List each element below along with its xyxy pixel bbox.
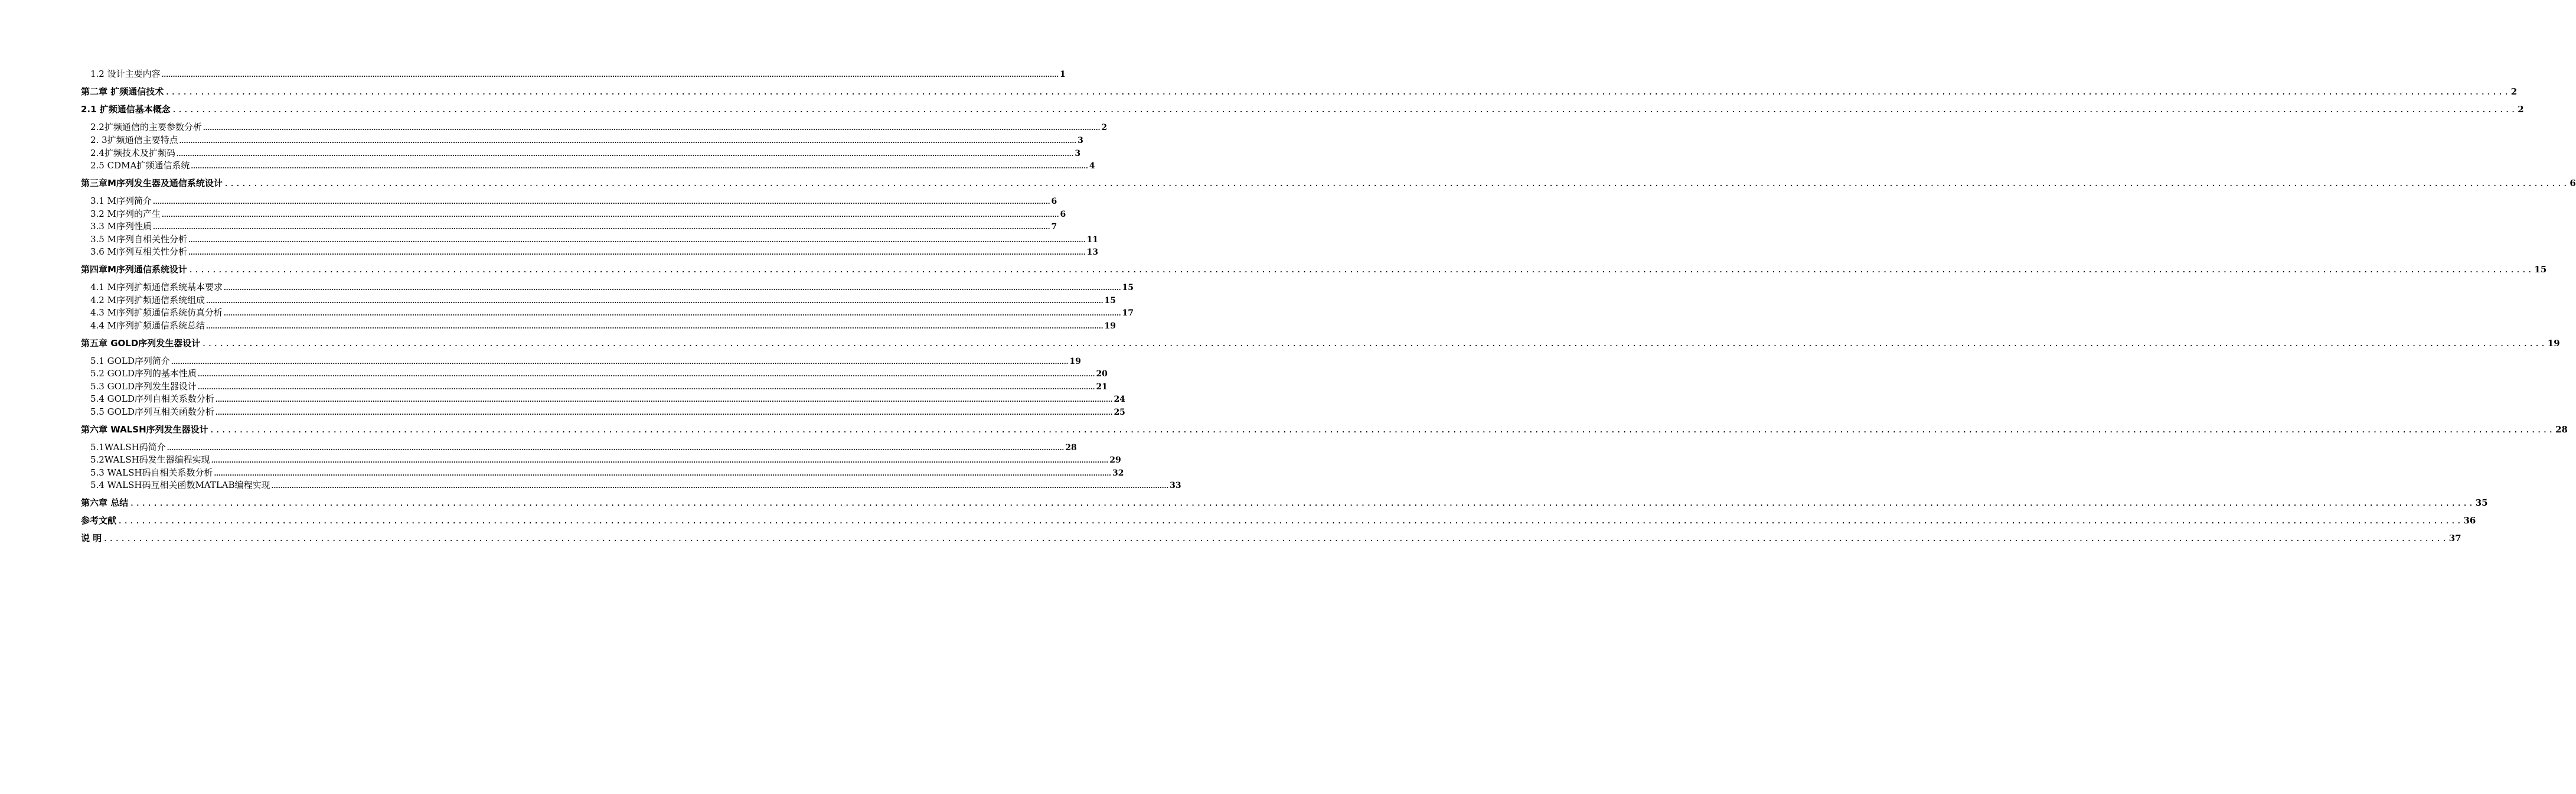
toc-dot-leader: ................................................................................................................................................................................................................................................................................................................................................................................................................ <box>201 339 2546 349</box>
toc-section-entry[interactable] <box>90 246 1098 258</box>
toc-section-entry[interactable] <box>90 406 1125 418</box>
toc-chapter-entry[interactable] <box>81 515 2476 527</box>
toc-entry-title: 5.3 GOLD序列发生器设计 <box>90 381 197 392</box>
toc-dot-leader: ................................................................................................................................................................................................................................................................................................................................................................................................................ <box>129 499 2474 508</box>
toc-entry-title: 4.2 M序列扩频通信系统组成 <box>90 295 205 305</box>
toc-entry-title: 第五章 GOLD序列发生器设计 <box>81 338 201 349</box>
toc-dot-leader: ................................................................................................................................................................................................................................................................................................................................................................................................................ <box>103 534 2448 544</box>
toc-entry-title: 3.3 M序列性质 <box>90 221 152 232</box>
toc-dot-leader: ................................................................................................................................................................................................................................................................................................................................................................................................................ <box>215 410 1113 416</box>
toc-page-number: 15 <box>1104 296 1116 305</box>
toc-page-number: 3 <box>1078 136 1083 145</box>
toc-page-number: 24 <box>1114 395 1125 404</box>
toc-section-entry[interactable] <box>90 295 1116 307</box>
toc-page-number: 17 <box>1122 308 1134 318</box>
toc-chapter-entry[interactable] <box>81 264 2547 276</box>
toc-page-number: 37 <box>2448 533 2461 544</box>
toc-page-number: 25 <box>1114 408 1125 417</box>
toc-page-number: 33 <box>1170 481 1181 490</box>
toc-section-entry[interactable] <box>90 209 1066 220</box>
toc-entry-title: 3.5 M序列自相关性分析 <box>90 234 187 245</box>
toc-page-number: 32 <box>1112 468 1124 478</box>
toc-chapter-entry[interactable] <box>81 338 2560 350</box>
toc-dot-leader: ................................................................................................................................................................................................................................................................................................................................................................................................................ <box>203 125 1101 132</box>
toc-dot-leader: ................................................................................................................................................................................................................................................................................................................................................................................................................ <box>176 151 1074 158</box>
toc-entry-title: 第六章 WALSH序列发生器设计 <box>81 424 208 435</box>
toc-dot-leader: ................................................................................................................................................................................................................................................................................................................................................................................................................ <box>188 265 2533 275</box>
toc-section-entry[interactable] <box>90 148 1081 160</box>
toc-section-entry[interactable] <box>90 234 1098 246</box>
toc-entry-title: 5.2WALSH码发生器编程实现 <box>90 454 210 465</box>
toc-section-entry[interactable] <box>90 135 1083 147</box>
toc-dot-leader: ................................................................................................................................................................................................................................................................................................................................................................................................................ <box>271 483 1169 490</box>
toc-entry-title: 5.5 GOLD序列互相关函数分析 <box>90 406 214 417</box>
toc-page-number: 13 <box>1086 248 1098 257</box>
toc-dot-leader: ................................................................................................................................................................................................................................................................................................................................................................................................................ <box>211 458 1109 464</box>
toc-section-entry[interactable] <box>90 393 1125 405</box>
toc-dot-leader: ................................................................................................................................................................................................................................................................................................................................................................................................................ <box>214 471 1111 477</box>
toc-dot-leader: ................................................................................................................................................................................................................................................................................................................................................................................................................ <box>161 212 1059 219</box>
toc-dot-leader: ................................................................................................................................................................................................................................................................................................................................................................................................................ <box>171 105 2517 115</box>
toc-page-number: 19 <box>1069 357 1081 366</box>
toc-page-number: 7 <box>1051 222 1057 232</box>
toc-entry-title: 1.2 设计主要内容 <box>90 69 161 79</box>
toc-section-entry[interactable] <box>90 356 1081 367</box>
toc-page-number: 1 <box>1060 70 1066 79</box>
toc-section-entry[interactable] <box>90 442 1077 454</box>
toc-chapter-entry[interactable] <box>81 178 2576 190</box>
toc-section-entry[interactable] <box>90 320 1116 332</box>
toc-dot-leader: ................................................................................................................................................................................................................................................................................................................................................................................................................ <box>161 72 1059 79</box>
toc-page-number: 19 <box>1104 321 1116 331</box>
toc-entry-title: 5.3 WALSH码自相关系数分析 <box>90 467 213 478</box>
toc-chapter-entry[interactable] <box>81 86 2518 98</box>
toc-page-number: 28 <box>2555 424 2568 435</box>
toc-entry-title: 说 明 <box>81 533 102 544</box>
toc-dot-leader: ................................................................................................................................................................................................................................................................................................................................................................................................................ <box>205 298 1103 305</box>
toc-chapter-entry[interactable] <box>81 424 2568 436</box>
toc-dot-leader: ................................................................................................................................................................................................................................................................................................................................................................................................................ <box>223 285 1121 292</box>
toc-dot-leader: ................................................................................................................................................................................................................................................................................................................................................................................................................ <box>179 138 1077 145</box>
toc-page-number: 15 <box>2534 264 2547 275</box>
toc-entry-title: 第四章M序列通信系统设计 <box>81 264 187 275</box>
toc-page-number: 3 <box>1075 149 1081 158</box>
toc-page-number: 36 <box>2463 515 2476 526</box>
toc-section-entry[interactable] <box>90 221 1057 233</box>
toc-page-number: 28 <box>1065 443 1077 453</box>
toc-page-number: 15 <box>1122 283 1134 292</box>
toc-entry-title: 5.1WALSH码简介 <box>90 442 166 453</box>
toc-entry-title: 5.4 GOLD序列自相关系数分析 <box>90 393 214 404</box>
toc-dot-leader: ................................................................................................................................................................................................................................................................................................................................................................................................................ <box>223 179 2569 188</box>
toc-entry-title: 2.4扩频技术及扩频码 <box>90 148 175 158</box>
toc-page-number: 2 <box>1101 123 1108 132</box>
toc-page-number: 2 <box>2518 104 2524 115</box>
toc-entry-title: 第二章 扩频通信技术 <box>81 86 164 97</box>
toc-page-number: 29 <box>1109 455 1121 465</box>
toc-chapter-entry[interactable] <box>81 533 2461 545</box>
toc-entry-title: 3.1 M序列简介 <box>90 196 152 206</box>
toc-dot-leader: ................................................................................................................................................................................................................................................................................................................................................................................................................ <box>223 311 1121 317</box>
toc-page-number: 11 <box>1086 235 1098 245</box>
toc-section-entry[interactable] <box>90 69 1066 80</box>
toc-dot-leader: ................................................................................................................................................................................................................................................................................................................................................................................................................ <box>166 445 1065 452</box>
toc-dot-leader: ................................................................................................................................................................................................................................................................................................................................................................................................................ <box>171 359 1069 366</box>
toc-section-entry[interactable] <box>90 160 1095 172</box>
toc-page-number: 4 <box>1089 161 1095 171</box>
toc-section-entry[interactable] <box>90 480 1181 492</box>
toc-entry-title: 2. 3扩频通信主要特点 <box>90 135 178 145</box>
toc-entry-title: 2.5 CDMA扩频通信系统 <box>90 160 190 171</box>
toc-chapter-entry[interactable] <box>81 104 2524 116</box>
toc-entry-title: 3.6 M序列互相关性分析 <box>90 246 187 257</box>
toc-page-number: 35 <box>2475 497 2488 508</box>
toc-dot-leader: ................................................................................................................................................................................................................................................................................................................................................................................................................ <box>205 324 1103 330</box>
toc-entry-title: 第六章 总结 <box>81 497 129 508</box>
toc-section-entry[interactable] <box>90 467 1124 479</box>
toc-dot-leader: ................................................................................................................................................................................................................................................................................................................................................................................................................ <box>215 397 1113 403</box>
toc-section-entry[interactable] <box>90 368 1108 380</box>
toc-entry-title: 5.4 WALSH码互相关函数MATLAB编程实现 <box>90 480 270 490</box>
toc-page-number: 6 <box>1060 210 1066 219</box>
toc-dot-leader: ................................................................................................................................................................................................................................................................................................................................................................................................................ <box>191 164 1088 170</box>
toc-page-number: 6 <box>2570 178 2576 188</box>
toc-entry-title: 2.2扩频通信的主要参数分析 <box>90 122 202 132</box>
toc-entry-title: 5.2 GOLD序列的基本性质 <box>90 368 197 379</box>
toc-page-number: 2 <box>2510 86 2518 97</box>
toc-section-entry[interactable] <box>90 122 1108 134</box>
toc-page-number: 6 <box>1051 197 1057 206</box>
toc-dot-leader: ................................................................................................................................................................................................................................................................................................................................................................................................................ <box>117 516 2463 526</box>
toc-section-entry[interactable] <box>90 282 1134 294</box>
toc-section-entry[interactable] <box>90 196 1057 207</box>
toc-entry-title: 参考文献 <box>81 515 117 526</box>
toc-dot-leader: ................................................................................................................................................................................................................................................................................................................................................................................................................ <box>152 199 1050 206</box>
toc-dot-leader: ................................................................................................................................................................................................................................................................................................................................................................................................................ <box>197 385 1095 391</box>
toc-dot-leader: ................................................................................................................................................................................................................................................................................................................................................................................................................ <box>152 224 1050 231</box>
toc-entry-title: 3.2 M序列的产生 <box>90 209 161 219</box>
toc-entry-title: 4.1 M序列扩频通信系统基本要求 <box>90 282 223 292</box>
toc-chapter-entry[interactable] <box>81 497 2488 509</box>
toc-page-number: 19 <box>2547 338 2560 349</box>
toc-section-entry[interactable] <box>90 454 1121 466</box>
toc-dot-leader: ................................................................................................................................................................................................................................................................................................................................................................................................................ <box>209 425 2555 435</box>
toc-entry-title: 2.1 扩频通信基本概念 <box>81 104 171 115</box>
toc-section-entry[interactable] <box>90 381 1108 393</box>
toc-entry-title: 4.3 M序列扩频通信系统仿真分析 <box>90 307 223 318</box>
toc-entry-title: 第三章M序列发生器及通信系统设计 <box>81 178 223 188</box>
toc-page-number: 20 <box>1096 369 1108 379</box>
toc-section-entry[interactable] <box>90 307 1134 319</box>
toc-page-number: 21 <box>1096 382 1108 392</box>
toc-dot-leader: ................................................................................................................................................................................................................................................................................................................................................................................................................ <box>197 372 1095 378</box>
toc-entry-title: 4.4 M序列扩频通信系统总结 <box>90 320 205 331</box>
toc-dot-leader: ................................................................................................................................................................................................................................................................................................................................................................................................................ <box>188 250 1086 256</box>
toc-dot-leader: ................................................................................................................................................................................................................................................................................................................................................................................................................ <box>188 237 1086 244</box>
toc-dot-leader: ................................................................................................................................................................................................................................................................................................................................................................................................................ <box>165 87 2510 97</box>
toc-entry-title: 5.1 GOLD序列简介 <box>90 356 170 366</box>
